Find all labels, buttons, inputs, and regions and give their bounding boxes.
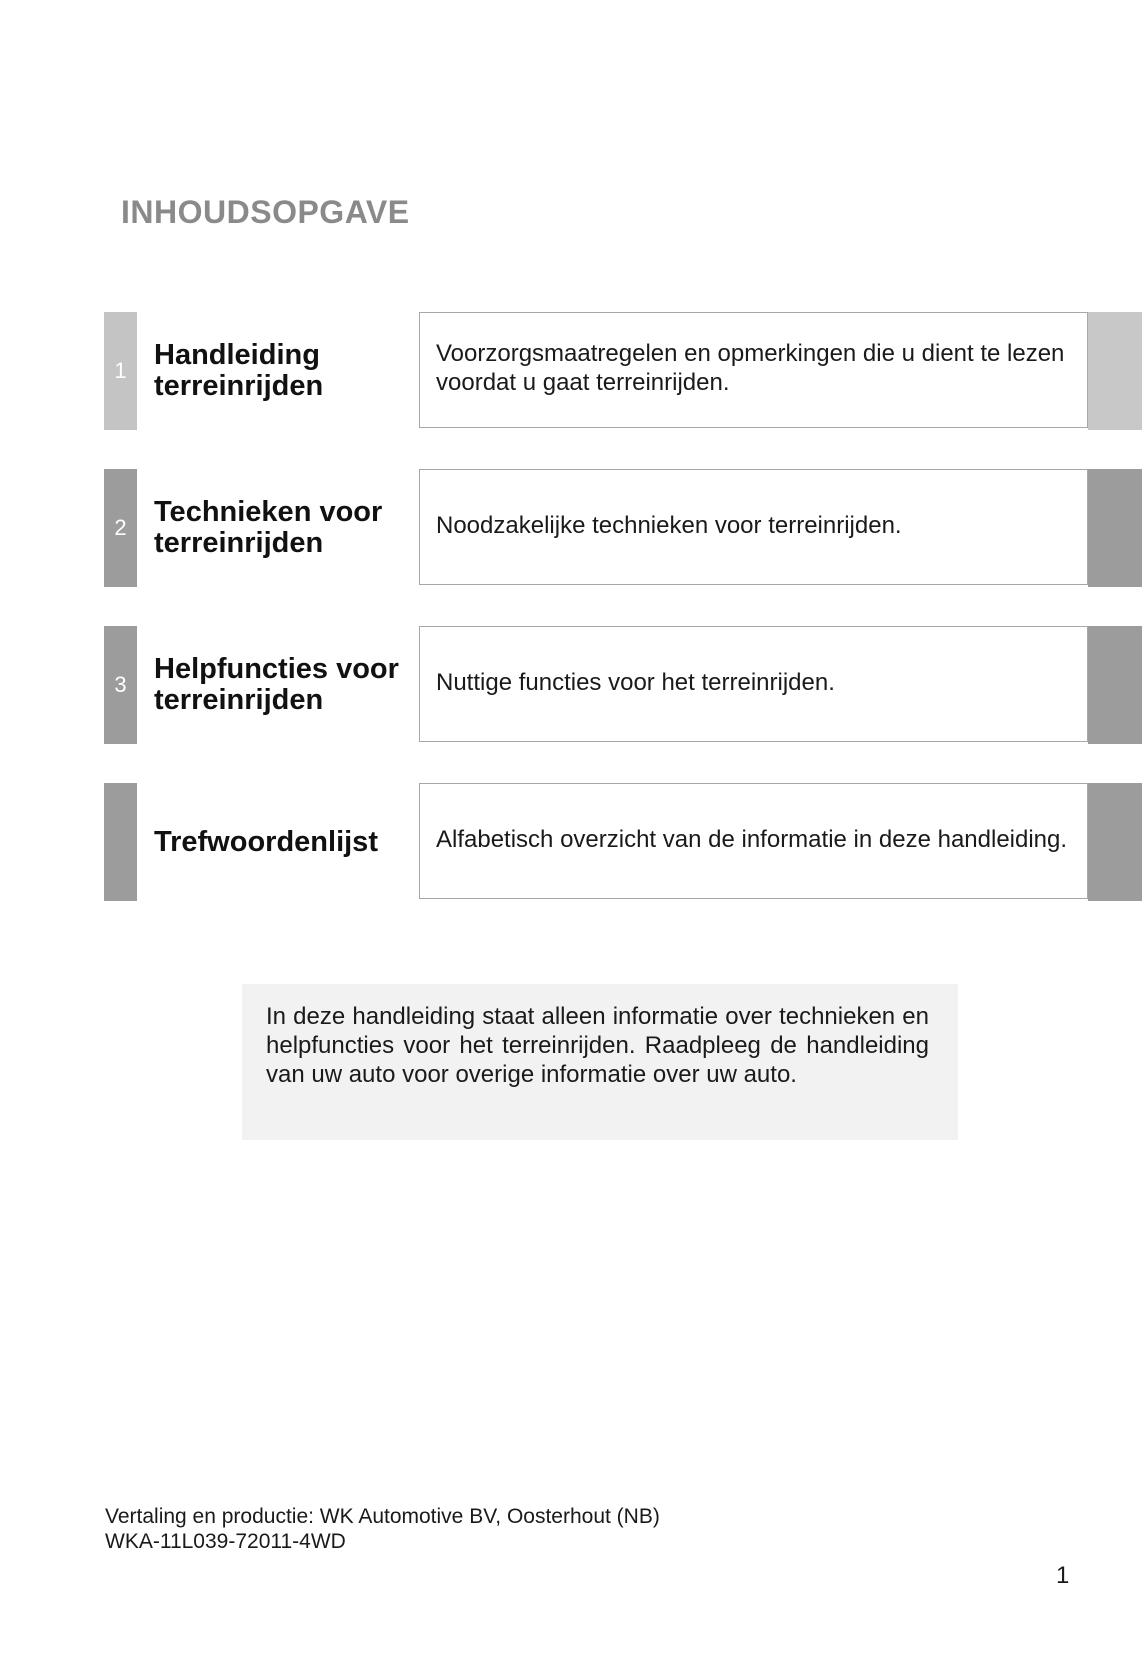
chapter-number-tab [104,469,137,587]
chapter-edge-tab[interactable] [1088,783,1142,901]
toc-item-trefwoordenlijst[interactable] [104,783,1142,901]
chapter-title-link[interactable]: Technieken voor terreinrijden [154,496,383,559]
chapter-description: Nuttige functies voor het terreinrijden. [419,626,1088,742]
chapter-number-tab [104,312,137,430]
page-title: INHOUDSOPGAVE [121,194,410,230]
info-note-box [242,984,958,1140]
chapter-title-link[interactable]: Trefwoordenlijst [154,825,378,858]
chapter-edge-tab[interactable] [1088,312,1142,430]
footer-production-credit: Vertaling en productie: WK Automotive BV, Oosterhout (NB) [105,1505,660,1528]
chapter-title-link[interactable]: Handleiding terreinrijden [154,339,324,402]
chapter-number: 1 [114,358,127,383]
page-number: 1 [1056,1562,1070,1589]
chapter-number: 3 [114,672,127,697]
chapter-number-tab [104,783,137,901]
chapter-description: Alfabetisch overzicht van de informatie in deze handleiding. [419,783,1088,899]
toc-item-helpfuncties-voor-terreinrijden[interactable] [104,626,1142,744]
footer [105,1504,660,1554]
toc-item-handleiding-terreinrijden[interactable] [104,312,1142,430]
chapter-number: 2 [114,515,127,540]
chapter-edge-tab[interactable] [1088,626,1142,744]
chapter-number-tab [104,626,137,744]
chapter-description: Voorzorgsmaatregelen en opmerkingen die u dient te lezen voordat u gaat terreinrijden. [419,312,1088,428]
info-note-text: In deze handleiding staat alleen informatie over technieken en helpfuncties voor het terreinrijden. Raadpleeg de handleiding van uw auto voor overige informatie over uw auto. [266,1003,929,1088]
footer-document-code: WKA-11L039-72011-4WD [105,1530,346,1553]
chapter-description: Noodzakelijke technieken voor terreinrijden. [419,469,1088,585]
chapter-edge-tab[interactable] [1088,469,1142,587]
toc-item-technieken-voor-terreinrijden[interactable] [104,469,1142,587]
chapter-title-link[interactable]: Helpfuncties voor terreinrijden [154,653,399,716]
